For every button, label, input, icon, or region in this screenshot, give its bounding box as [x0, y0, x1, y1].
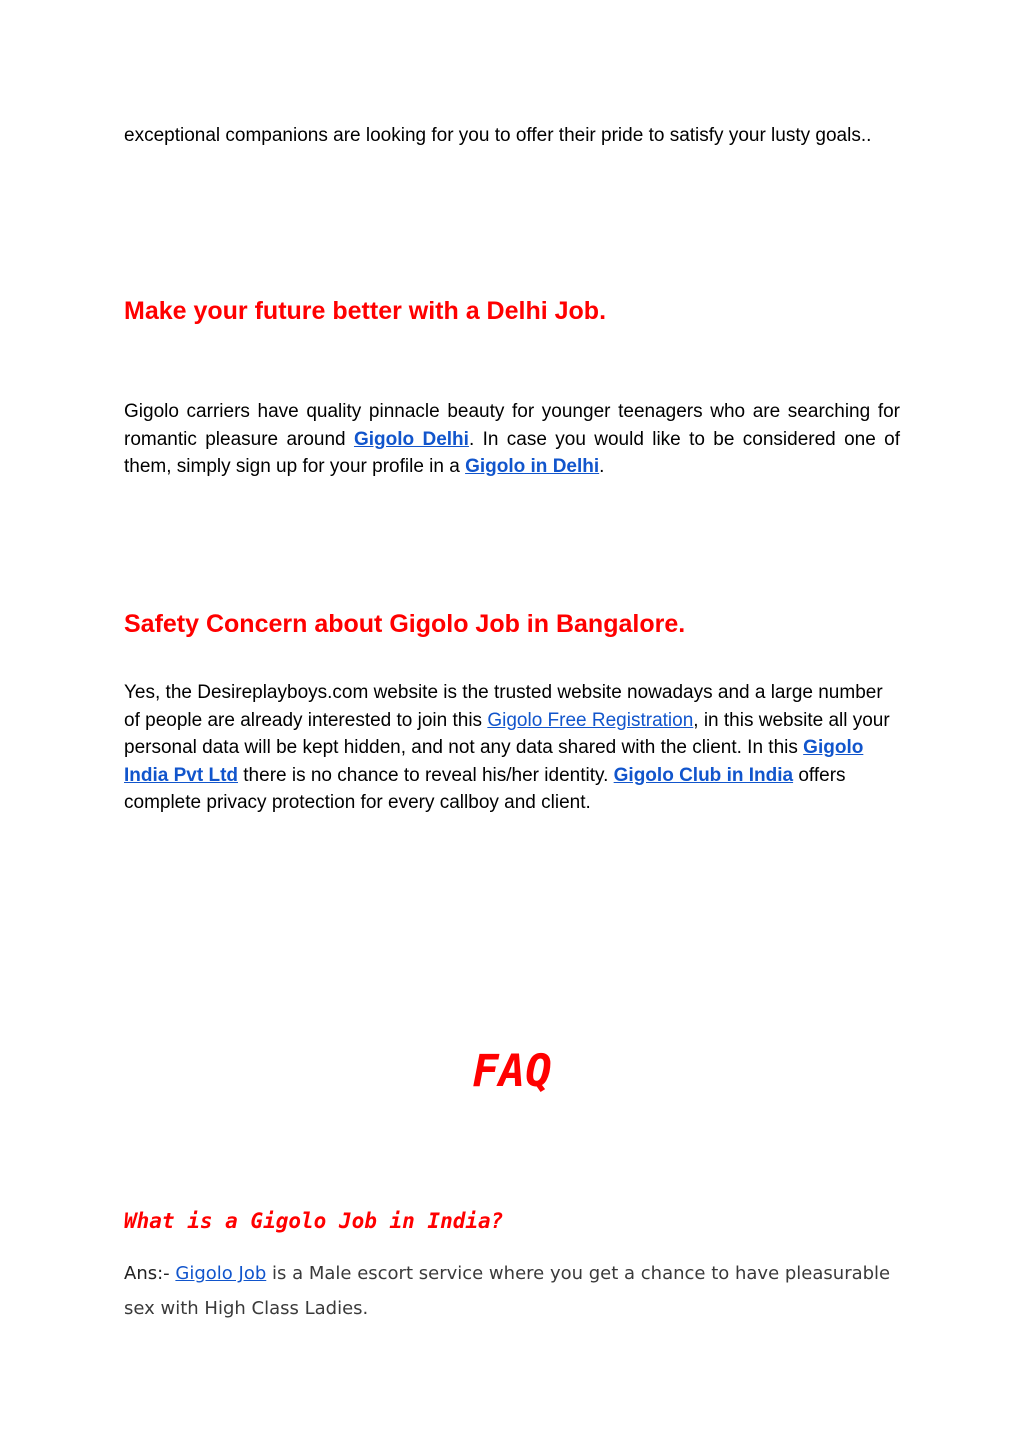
faq-answer-block — [124, 1256, 900, 1326]
answer-prefix: Ans:- — [124, 1263, 176, 1284]
safety-section-body-block — [124, 679, 900, 817]
faq-title: FAQ — [472, 1046, 552, 1097]
safety-text-1: Yes, the Desireplayboys.com website is the trusted website nowadays and a large number of people are already interested to join this — [124, 682, 883, 731]
gigolo-club-in-india-link[interactable]: Gigolo Club in India — [613, 764, 794, 786]
safety-text-2: , in this website all your personal data will be kept hidden, and not any data shared with the client. In this — [124, 709, 890, 758]
faq-question-block — [124, 1207, 900, 1235]
safety-section-heading-block — [124, 609, 900, 639]
safety-section-paragraph — [124, 679, 900, 817]
gigolo-job-link[interactable]: Gigolo Job — [175, 1263, 267, 1284]
delhi-text-1: Gigolo carriers have quality pinnacle beauty for younger teenagers who are searching for romantic pleasure around — [124, 401, 900, 450]
faq-answer-1 — [124, 1256, 900, 1326]
delhi-section-body-block — [124, 398, 900, 481]
safety-text-4: offers complete privacy protection for every callboy and client. — [124, 764, 846, 813]
safety-text-3: there is no chance to reveal his/her identity. — [238, 764, 614, 786]
gigolo-free-registration-link[interactable]: Gigolo Free Registration — [487, 709, 694, 731]
delhi-section-paragraph — [124, 398, 900, 481]
gigolo-delhi-link[interactable]: Gigolo Delhi — [353, 428, 469, 450]
intro-paragraph: exceptional companions are looking for you to offer their pride to satisfy your lusty goals.. — [124, 125, 872, 146]
delhi-text-2: . In case you would like to be considered one of them, simply sign up for your profile in a — [124, 428, 900, 477]
delhi-section-heading: Make your future better with a Delhi Job. — [124, 297, 607, 325]
intro-paragraph-block — [124, 122, 900, 150]
safety-section-heading: Safety Concern about Gigolo Job in Bangalore. — [124, 610, 686, 638]
gigolo-india-pvt-ltd-link[interactable]: Gigolo India Pvt Ltd — [124, 737, 864, 786]
delhi-section-heading-block — [124, 296, 900, 326]
faq-question-1: What is a Gigolo Job in India? — [124, 1209, 504, 1233]
gigolo-in-delhi-link[interactable]: Gigolo in Delhi — [465, 456, 600, 477]
answer-text: is a Male escort service where you get a chance to have pleasurable sex with High Class Ladies. — [124, 1263, 891, 1319]
delhi-text-3: . — [599, 456, 605, 477]
